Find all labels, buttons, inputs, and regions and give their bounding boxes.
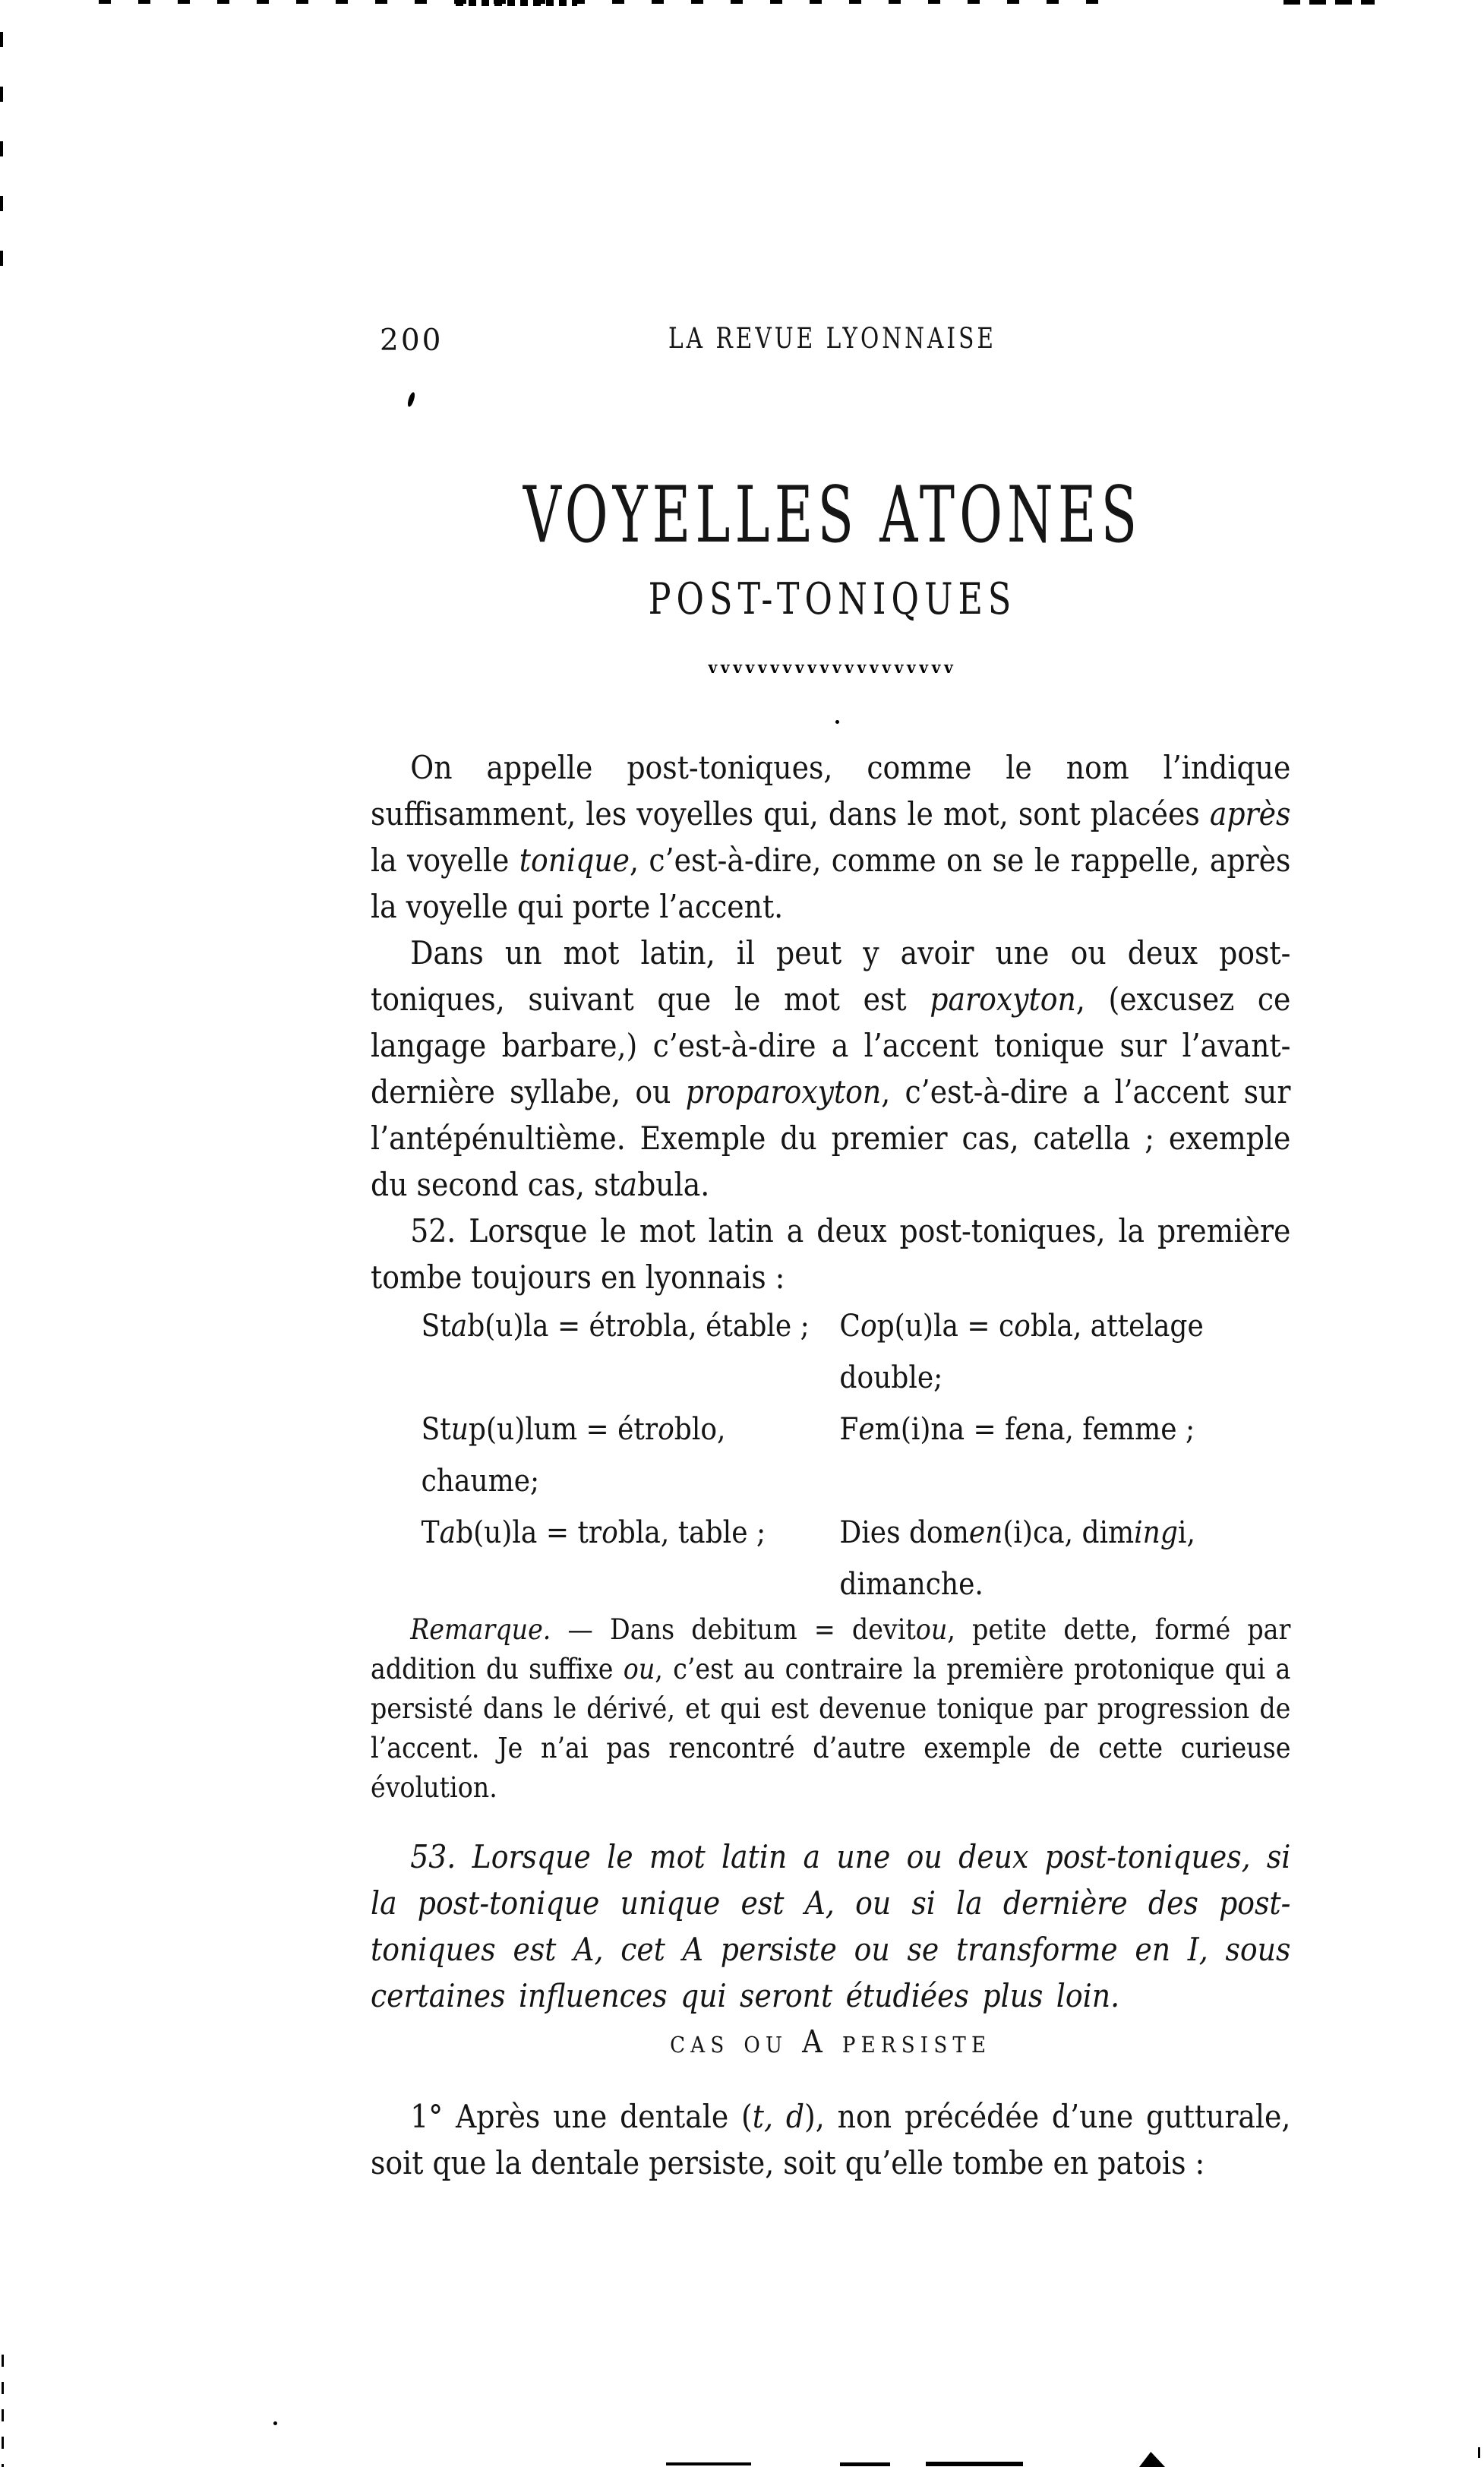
example-cell: Stup(u)lum = étroblo, chaume; (421, 1412, 726, 1499)
example-row (422, 1507, 1291, 1610)
scan-artifact-bottom-line (926, 2462, 1023, 2466)
example-cell: Dies domen(i)ca, dimingi, dimanche. (839, 1515, 1195, 1602)
scan-artifact-top-edge (99, 0, 1109, 4)
example-row (422, 1300, 1291, 1404)
example-cell: Fem(i)na = fena, femme ; (839, 1412, 1195, 1447)
paragraph-remark: Remarque. — Dans debitum = devitou, petite dette, formé par addition du suffixe ou, c’est au contraire la première protonique qui a persisté dans le dérivé, et qui est devenue tonique par progression de l’accent. Je n’ai pas rencontré d’autre exemple de cette curieuse évolution. (371, 1613, 1291, 1804)
page-number: 200 (380, 324, 444, 358)
ornament-divider: vvvvvvvvvvvvvvvvvvvv (708, 658, 957, 677)
paragraph-rule-52: 52. Lorsque le mot latin a deux post-toniques, la première tombe toujours en lyonnais : (371, 1212, 1291, 1296)
paragraph-rule-53: 53. Lorsque le mot latin a une ou deux post-toniques, si la post-tonique unique est A, ou si la dernière des post-toniques est A, cet A persiste ou se transforme en I, sous certaines influences qui seront étudiées plus loin. (371, 1838, 1291, 2014)
paragraph-intro: On appelle post-toniques, comme le nom l’indique suffisamment, les voyelles qui, dans le mot, sont placées après la voyelle tonique, c’est-à-dire, comme on se le rappelle, après la voyelle qui porte l’accent. (371, 749, 1291, 925)
scan-speck-dot (835, 720, 839, 724)
paragraph-latin-word: Dans un mot latin, il peut y avoir une ou deux post-toniques, suivant que le mot est paroxyton, (excusez ce langage barbare,) c’est-à-dire a l’accent tonique sur l’avant-dernière syllabe, ou proparoxyton, c’est-à-dire a l’accent sur l’antépénultième. Exemple du premier cas, catella ; exemple du second cas, stabula. (371, 934, 1291, 1203)
scan-artifact-top-edge-cluster (456, 0, 577, 6)
scan-artifact-bottom-line (666, 2462, 751, 2465)
scan-artifact-left-edge-bottom (2, 2355, 4, 2467)
example-cell: Tab(u)la = trobla, table ; (421, 1515, 766, 1550)
section-heading: cas ou A persiste (670, 2023, 992, 2060)
scan-artifact-bottom-blob (1139, 2452, 1165, 2467)
scan-artifact-top-edge-right (1284, 0, 1375, 5)
example-row (422, 1404, 1291, 1507)
paragraph-case-1: 1° Après une dentale (t, d), non précédée d’une gutturale, soit que la dentale persiste, soit qu’elle tombe en patois : (371, 2098, 1291, 2181)
example-cell: Stab(u)la = étrobla, étable ; (421, 1309, 810, 1344)
scan-speck-dot (273, 2421, 277, 2425)
scan-artifact-left-edge (0, 32, 3, 283)
article-subtitle: POST-TONIQUES (648, 574, 1017, 624)
scan-speck-comma (407, 391, 416, 407)
page-header (371, 322, 1294, 360)
example-cell: Cop(u)la = cobla, attelage double; (839, 1309, 1204, 1395)
running-head: LA REVUE LYONNAISE (668, 322, 996, 355)
example-list (422, 1300, 1291, 1610)
article-body (371, 744, 1290, 2186)
scan-artifact-right-edge (1478, 2447, 1480, 2458)
scan-artifact-bottom-line (840, 2462, 890, 2466)
article-title: VOYELLES ATONES (523, 470, 1142, 561)
